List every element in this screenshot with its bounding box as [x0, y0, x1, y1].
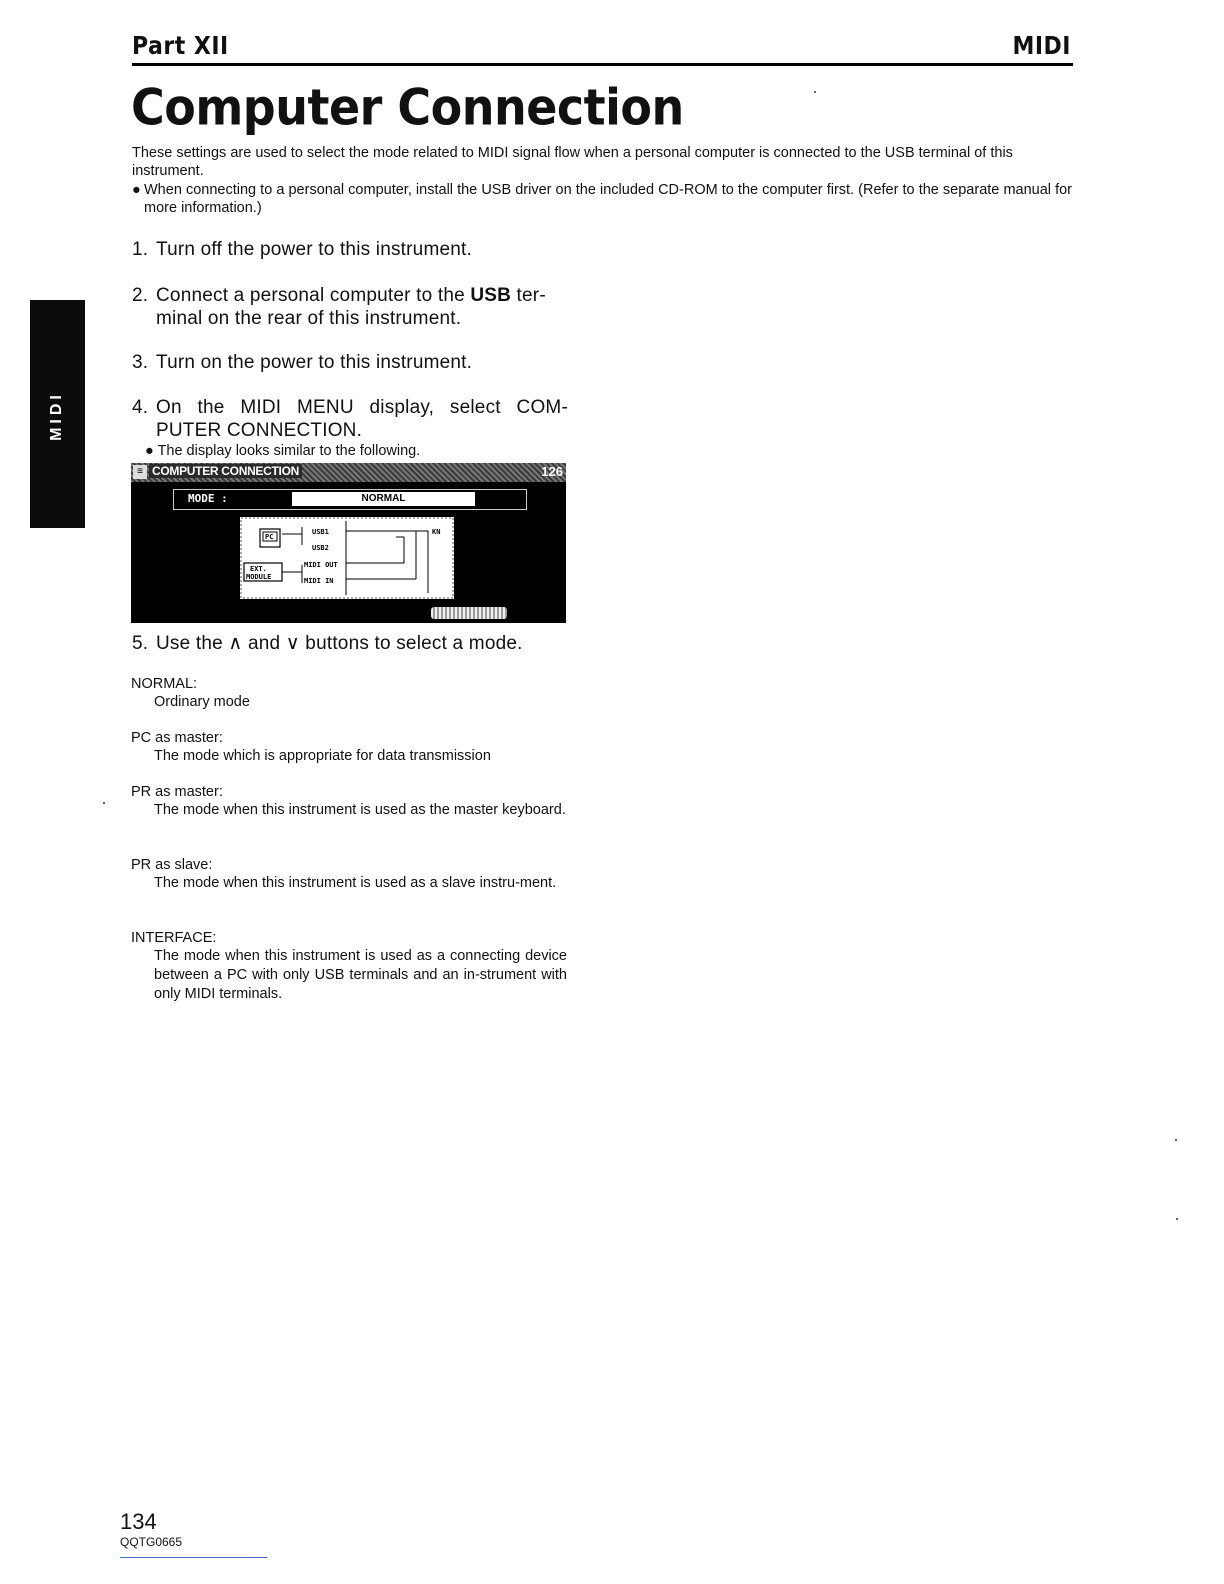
midi-out-label: MIDI OUT — [304, 561, 338, 569]
step-text: Connect a personal computer to the — [156, 285, 471, 306]
step-text: Turn on the power to this instrument. — [156, 352, 473, 373]
mode-definition — [131, 729, 567, 766]
step-4 — [132, 396, 568, 442]
step-number: 4. — [132, 397, 149, 418]
footer-line — [120, 1557, 267, 1558]
midi-in-label: MIDI IN — [304, 577, 334, 585]
ext-module-label-2: MODULE — [246, 573, 272, 581]
mode-definition — [131, 856, 567, 893]
step-3 — [132, 351, 572, 374]
page-title: Computer Connection — [131, 78, 684, 137]
page-number: 134 — [120, 1509, 157, 1534]
scan-speck — [1176, 1218, 1178, 1220]
connection-diagram-svg — [240, 517, 454, 599]
mode-term: INTERFACE: — [131, 930, 217, 946]
step-4-note: ● The display looks similar to the following. — [145, 443, 421, 459]
usb1-label: USB1 — [312, 528, 329, 536]
diagram-frame — [241, 518, 453, 598]
header-rule — [132, 63, 1073, 66]
step-number: 3. — [132, 352, 149, 373]
lcd-display — [131, 463, 566, 623]
side-tab-label: MIDI — [48, 391, 65, 441]
intro-text: These settings are used to select the mode related to MIDI signal flow when a personal computer is connected to the USB terminal of this instrument. — [132, 145, 1013, 179]
mode-definition — [131, 929, 567, 1004]
step-text-cont: minal on the rear of this instrument. — [156, 308, 462, 329]
step-text-end: ter- — [511, 285, 546, 306]
step-number: 5. — [132, 633, 149, 654]
step-text: On the MIDI MENU display, select COM- — [156, 397, 568, 418]
scan-speck — [103, 802, 105, 804]
step-2 — [132, 284, 572, 330]
mode-selector[interactable] — [173, 489, 527, 510]
connection-diagram — [240, 517, 454, 599]
step-text-cont: PUTER CONNECTION. — [156, 420, 363, 441]
step-text: Turn off the power to this instrument. — [156, 239, 472, 260]
ext-module-label-1: EXT. — [250, 565, 267, 573]
mode-description: The mode when this instrument is used as the master keyboard. — [154, 802, 566, 818]
scan-speck — [1175, 1139, 1177, 1141]
mode-definition — [131, 783, 567, 820]
mode-term: PC as master: — [131, 730, 223, 746]
mode-label: MODE : — [188, 492, 228, 505]
mode-description: The mode when this instrument is used as a connecting device between a PC with only USB terminals and an in-strument with only MIDI terminals. — [154, 948, 567, 1002]
kn-label: KN — [432, 528, 441, 536]
step-number: 2. — [132, 285, 149, 306]
lcd-page-number: 126 — [541, 464, 563, 479]
usb2-label: USB2 — [312, 544, 329, 552]
intro-note-text: When connecting to a personal computer, install the USB driver on the included CD-ROM to the computer first. (Refer to the separate manual for more information.) — [144, 182, 1072, 216]
part-label: Part XII — [132, 32, 229, 61]
usb-term: USB — [470, 285, 512, 306]
mode-definition — [131, 675, 567, 712]
mode-term: PR as master: — [131, 784, 223, 800]
lcd-title-bar — [131, 463, 566, 482]
mode-description: The mode which is appropriate for data transmission — [154, 748, 491, 764]
mode-description: Ordinary mode — [154, 694, 250, 710]
mode-term: NORMAL: — [131, 676, 198, 692]
scan-speck — [814, 91, 816, 93]
intro-paragraph — [132, 144, 1072, 180]
intro-note — [132, 181, 1072, 217]
mode-description: The mode when this instrument is used as a slave instru-ment. — [154, 875, 557, 891]
pc-label: PC — [265, 533, 274, 541]
step-text: Use the ∧ and ∨ buttons to select a mode. — [156, 633, 523, 654]
step-5 — [132, 632, 572, 655]
lcd-title: COMPUTER CONNECTION — [149, 464, 302, 478]
step-1 — [132, 238, 572, 261]
mode-term: PR as slave: — [131, 857, 213, 873]
step-number: 1. — [132, 239, 149, 260]
document-code: QQTG0665 — [120, 1535, 183, 1549]
lcd-scroll-indicator — [431, 607, 507, 619]
section-label: MIDI — [1012, 32, 1071, 61]
mode-value[interactable]: NORMAL — [292, 492, 475, 506]
bullet: ● — [132, 182, 141, 198]
menu-icon: ≡ — [133, 465, 147, 479]
